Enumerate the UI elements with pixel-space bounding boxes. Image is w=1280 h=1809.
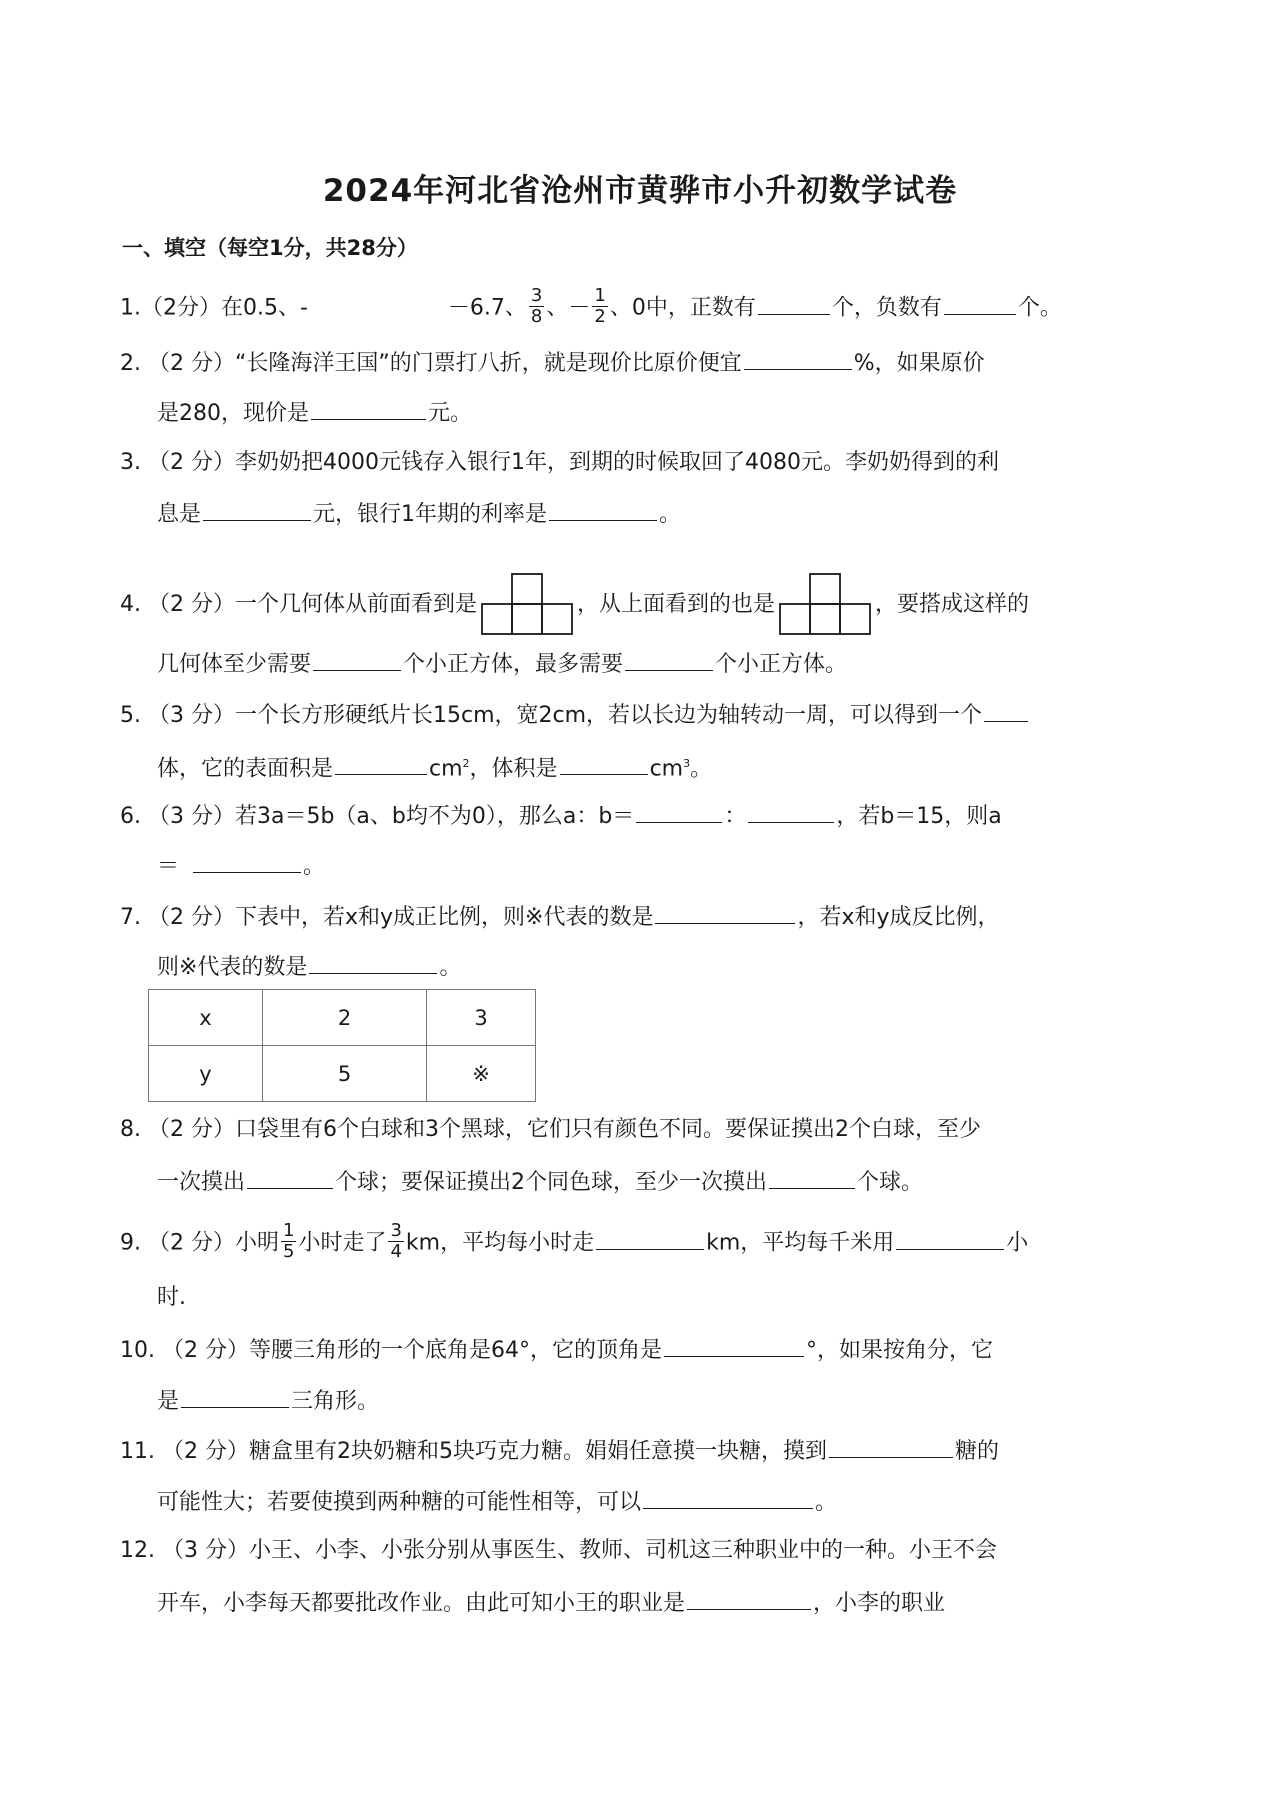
answer-blank[interactable] xyxy=(744,347,852,370)
answer-blank[interactable] xyxy=(655,901,795,924)
section-heading: 一、填空（每空1分，共28分） xyxy=(122,236,418,260)
question-7: 7. （2 分）下表中，若x和y成正比例，则※代表的数是 ，若x和y成反比例， xyxy=(120,901,1160,933)
table-row xyxy=(149,990,536,1046)
question-4: 4. （2 分）一个几何体从前面看到是 ，从上面看到的也是 ，要搭成这样的 xyxy=(120,572,1160,638)
fraction: $\frac{1}{2}$ xyxy=(594,285,606,327)
table-cell: x xyxy=(149,990,263,1046)
question-11: 11. （2 分）糖盒里有2块奶糖和5块巧克力糖。娟娟任意摸一块糖，摸到 糖的 xyxy=(120,1435,1160,1467)
answer-blank[interactable] xyxy=(944,292,1016,315)
xy-table xyxy=(148,989,536,1102)
answer-blank[interactable] xyxy=(203,498,311,521)
question-11-cont: 可能性大；若要使摸到两种糖的可能性相等，可以 。 xyxy=(157,1486,1197,1518)
answer-blank[interactable] xyxy=(193,850,301,873)
question-2-cont: 是280，现价是 元。 xyxy=(157,397,1197,429)
question-12-cont: 开车，小李每天都要批改作业。由此可知小王的职业是 ，小李的职业 xyxy=(157,1587,1197,1619)
answer-blank[interactable] xyxy=(335,752,427,775)
answer-blank[interactable] xyxy=(181,1385,289,1408)
answer-blank[interactable] xyxy=(247,1166,333,1189)
question-12: 12. （3 分）小王、小李、小张分别从事医生、教师、司机这三种职业中的一种。小王不会 xyxy=(120,1538,997,1563)
table-cell: y xyxy=(149,1046,263,1102)
table-row xyxy=(149,1046,536,1102)
answer-blank[interactable] xyxy=(549,498,657,521)
question-7-cont: 则※代表的数是 。 xyxy=(157,951,1197,983)
top-view-shape xyxy=(777,572,873,638)
question-9: 9. （2 分）小明 $\frac{1}{5}$ 小时走了 $\frac{3}{4}$ km，平均每小时走 km，平均每千米用 小 xyxy=(120,1220,1029,1262)
fraction: $\frac{1}{5}$ xyxy=(282,1220,295,1262)
fraction: $\frac{3}{4}$ xyxy=(390,1220,402,1262)
answer-blank[interactable] xyxy=(758,292,830,315)
question-1: 1.（2分）在0.5、- －6.7、 $\frac{3}{8}$ 、－ $\frac{1}{2}$ 、0中，正数有 个，负数有 个。 xyxy=(120,285,1062,327)
question-5: 5. （3 分）一个长方形硬纸片长15cm，宽2cm，若以长边为轴转动一周，可以得到一个 xyxy=(120,699,1160,731)
table-cell: 3 xyxy=(427,990,536,1046)
question-6: 6. （3 分）若3a＝5b（a、b均不为0），那么a：b＝ ： ，若b＝15，则a xyxy=(120,800,1160,832)
answer-blank[interactable] xyxy=(984,699,1028,722)
answer-blank[interactable] xyxy=(560,752,648,775)
question-2: 2. （2 分）“长隆海洋王国”的门票打八折，就是现价比原价便宜 %，如果原价 xyxy=(120,347,1160,379)
question-8-cont: 一次摸出 个球；要保证摸出2个同色球，至少一次摸出 个球。 xyxy=(157,1166,1197,1198)
question-5-cont: 体，它的表面积是 $cm^2$，体积是 $cm^3$。 xyxy=(157,749,1197,784)
question-6-cont: ＝ 。 xyxy=(157,850,1197,882)
answer-blank[interactable] xyxy=(687,1587,811,1610)
question-10-cont: 是 三角形。 xyxy=(157,1385,1197,1417)
question-3-cont: 息是 元，银行1年期的利率是 。 xyxy=(157,498,1197,530)
answer-blank[interactable] xyxy=(896,1227,1004,1250)
table-cell: 5 xyxy=(263,1046,427,1102)
question-8: 8. （2 分）口袋里有6个白球和3个黑球，它们只有颜色不同。要保证摸出2个白球，至少 xyxy=(120,1117,981,1142)
answer-blank[interactable] xyxy=(596,1227,704,1250)
question-3: 3. （2 分）李奶奶把4000元钱存入银行1年，到期的时候取回了4080元。李奶奶得到的利 xyxy=(120,450,999,475)
answer-blank[interactable] xyxy=(829,1435,953,1458)
question-9-cont: 时. xyxy=(157,1285,186,1310)
answer-blank[interactable] xyxy=(311,397,426,420)
answer-blank[interactable] xyxy=(643,1486,813,1509)
question-10: 10. （2 分）等腰三角形的一个底角是64°，它的顶角是 °，如果按角分，它 xyxy=(120,1334,1160,1366)
table-cell: ※ xyxy=(427,1046,536,1102)
answer-blank[interactable] xyxy=(664,1334,804,1357)
question-4-cont: 几何体至少需要 个小正方体，最多需要 个小正方体。 xyxy=(157,648,1197,680)
answer-blank[interactable] xyxy=(625,648,713,671)
answer-blank[interactable] xyxy=(636,800,722,823)
answer-blank[interactable] xyxy=(748,800,834,823)
fraction: $\frac{3}{8}$ xyxy=(530,285,543,327)
answer-blank[interactable] xyxy=(309,951,437,974)
answer-blank[interactable] xyxy=(769,1166,855,1189)
answer-blank[interactable] xyxy=(313,648,401,671)
table-cell: 2 xyxy=(263,990,427,1046)
front-view-shape xyxy=(479,572,575,638)
page-title: 2024年河北省沧州市黄骅市小升初数学试卷 xyxy=(322,173,958,209)
